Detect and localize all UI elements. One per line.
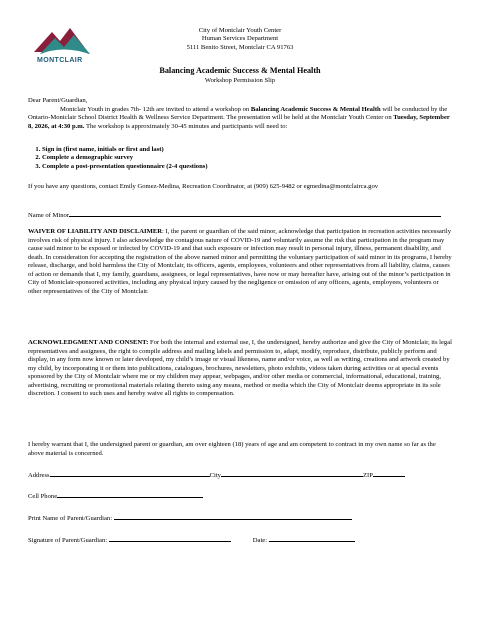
document-title: Balancing Academic Success & Mental Health [159,66,321,75]
minor-name-label: Name of Minor [28,212,70,219]
date-label: Date: [252,537,268,544]
org-address: 5111 Benito Street, Montclair CA 91763 [186,43,294,51]
print-name-label: Print Name of Parent/Guardian: [28,515,113,522]
intro-text-2: will be conducted by the Ontario-Montclair School District Health & Wellness Service Department. The presentation will be held at the Montclair Youth Center on [28,105,448,121]
warrant-statement: I hereby warrant that I, the undersigned parent or guardian, am over eighteen (18) years of age and am competent to contract in my own name so far as the above material is concerned. [28,441,436,457]
waiver-text: : I, the parent or guardian of the said minor, acknowledge that participation in recreation activities necessarily involves risk of physical injury. I also acknowledge the contagious nature of COVID-19 and voluntarily assume the risk that participation in the program may cause said minor to be exposed or infected by COVID-19 and that such exposure or infection may result in personal injury, illness, permanent disability, and death. In consideration for accepting the registration of the above named minor and permitting the voluntary participation of said minor in its programs, I hereby release, discharge, and hold harmless the City of Montclair, its officers, agents, employees, volunteers and other representatives from all liability, claims, causes of action or demands that I, my family, guardians, assignees, or legal representatives, have now or may hereafter have, arising out of the minor’s participation in City of Montclair-sponsored activities, including any physical injury caused by the negligence or omission of any officers, agents, employees, volunteers or other representatives of the City of Montclair. [28,228,452,295]
date-field[interactable] [269,535,355,542]
document-subtitle: Workshop Permission Slip [204,77,276,84]
address-label: Address [28,472,50,479]
workshop-date: Tuesday, September 8, 2026, at 4:30 p.m. [28,114,450,130]
waiver-section [28,228,452,296]
list-item: 3. Complete a post-presentation questionnaire (2-4 questions) [42,163,452,171]
consent-section [28,339,452,399]
logo-wordmark: MONTCLAIR [37,57,83,64]
address-field[interactable] [50,470,210,477]
print-name-field[interactable] [114,513,352,520]
phone-field[interactable] [57,491,203,498]
address-row [28,470,452,481]
minor-name-row [28,210,452,221]
waiver-heading: WAIVER OF LIABILITY AND DISCLAIMER [28,228,162,235]
signature-field[interactable] [109,535,231,542]
zip-label: ZIP [362,472,373,479]
phone-label: Cell Phone [28,493,58,500]
signature-row [28,535,452,546]
greeting: Dear Parent/Guardian, [28,97,88,104]
minor-name-field[interactable] [69,210,441,217]
intro-text-3: The workshop is approximately 30-45 minutes and participants will need to: [84,122,288,130]
city-field[interactable] [221,470,363,477]
department-name: Human Services Department [201,35,279,43]
letter-body [28,97,452,131]
city-label: City [209,472,221,479]
phone-row [28,491,452,502]
list-item: 2. Complete a demographic survey [42,154,452,162]
consent-text: For both the internal and external use, I, the undersigned, hereby authorize and give the City of Montclair, its legal representatives and assignees, the right to compile address and mailing labels and permission to, adapt, modify, reproduce, distribute, publicly perform and display, in any form now known or later developed, my child’s image or visual likeness, name and/or voice, as well as writing, creations and artwork created by my child, by incorporating it or them into publications, catalogues, brochures, newsletters, photo exhibits, videos taken during activities or at special events sponsored by the City of Montclair where me or my children may appear, webpages, and/or other media or commercial, informational, educational, training, advertising, recruiting or promotional materials relating thereto using any means, method or media which the City of Montclair deems appropriate in its sole discretion. I consent to such uses and hereby waive all rights to compensation. [28,339,452,397]
workshop-name: Balancing Academic Success & Mental Health [250,105,381,113]
steps-list [28,146,452,171]
list-item: 1. Sign in (first name, initials or first and last) [42,146,452,154]
contact-line: If you have any questions, contact Emily Gomez-Medina, Recreation Coordinator, at (909) 625-9482 or egmedina@montclairca.gov [28,183,379,190]
zip-field[interactable] [373,470,405,477]
print-name-row [28,513,452,524]
letterhead [0,27,480,52]
signature-label: Signature of Parent/Guardian: [28,537,108,544]
intro-paragraph [28,106,452,132]
intro-text: Montclair Youth in grades 7th- 12th are invited to attend a workshop on [60,105,251,113]
consent-heading: ACKNOWLEDGMENT AND CONSENT: [28,339,149,346]
org-name: City of Montclair Youth Center [198,27,282,34]
